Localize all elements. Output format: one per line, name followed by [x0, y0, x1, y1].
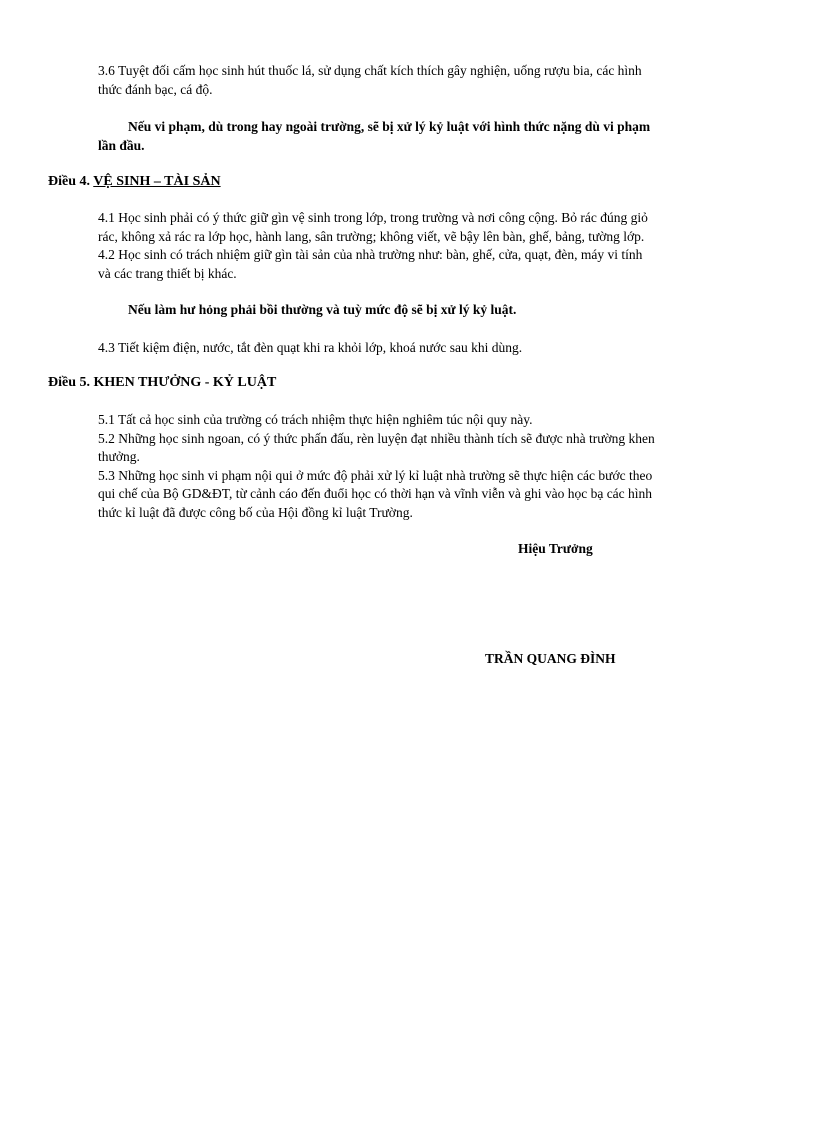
clause-4-2-line-1: 4.2 Học sinh có trách nhiệm giữ gìn tài sản của nhà trường như: bàn, ghế, cửa, quạt, đèn, máy vi tính [98, 247, 643, 262]
clause-4-2-line-2: và các trang thiết bị khác. [98, 265, 237, 281]
clause-5-2-line-2: thưởng. [98, 449, 140, 464]
clause-5-3-line-3: thức kỉ luật đã được công bố của Hội đồng kỉ luật Trường. [98, 504, 413, 520]
clause-5 [98, 411, 773, 522]
clause-3-6-line-1: 3.6 Tuyệt đối cấm học sinh hút thuốc lá, sử dụng chất kích thích gây nghiện, uống rượu bia, các hình [98, 63, 642, 78]
clause-5-1: 5.1 Tất cả học sinh của trường có trách nhiệm thực hiện nghiêm túc nội quy này. [98, 412, 533, 427]
article-4-heading [48, 173, 221, 191]
article-4-title: VỆ SINH – TÀI SẢN [93, 174, 221, 189]
clause-4-3: 4.3 Tiết kiệm điện, nước, tắt đèn quạt khi ra khỏi lớp, khoá nước sau khi dùng. [98, 340, 523, 355]
clause-5-3-line-2: qui chế của Bộ GD&ĐT, từ cảnh cáo đến đuổi học có thời hạn và vĩnh viễn và ghi vào học bạ các hình [98, 486, 653, 501]
clause-3-6 [98, 62, 773, 99]
violation-note-line-2: lần đầu. [98, 137, 145, 153]
clause-4-1-line-1: 4.1 Học sinh phải có ý thức giữ gìn vệ sinh trong lớp, trong trường và nơi công cộng. Bỏ rác đúng giỏ [98, 210, 648, 225]
clause-4-1-line-2: rác, không xả rác ra lớp học, hành lang, sân trường; không viết, vẽ bậy lên bàn, ghế, bảng, tường lớp. [98, 228, 645, 244]
signer-name: TRẦN QUANG ĐÌNH [485, 651, 616, 666]
violation-note [98, 118, 760, 155]
damage-note: Nếu làm hư hỏng phải bồi thường và tuỳ mức độ sẽ bị xử lý kỷ luật. [128, 302, 517, 317]
clause-5-3-line-1: 5.3 Những học sinh vi phạm nội qui ở mức độ phải xử lý kỉ luật nhà trường sẽ thực hiện các bước theo [98, 467, 653, 483]
violation-note-line-1: Nếu vi phạm, dù trong hay ngoài trường, sẽ bị xử lý kỷ luật với hình thức nặng dù vi phạm [128, 119, 651, 134]
signer-title: Hiệu Trưởng [518, 541, 593, 556]
clause-3-6-line-2: thức đánh bạc, cá độ. [98, 81, 213, 97]
article-4-label: Điều 4. [48, 174, 90, 189]
article-5-heading: Điều 5. KHEN THƯỞNG - KỶ LUẬT [48, 375, 277, 390]
clause-5-2-line-1: 5.2 Những học sinh ngoan, có ý thức phấn đấu, rèn luyện đạt nhiều thành tích sẽ được nhà trường khen [98, 430, 655, 446]
clause-4-1-4-2 [98, 209, 773, 283]
